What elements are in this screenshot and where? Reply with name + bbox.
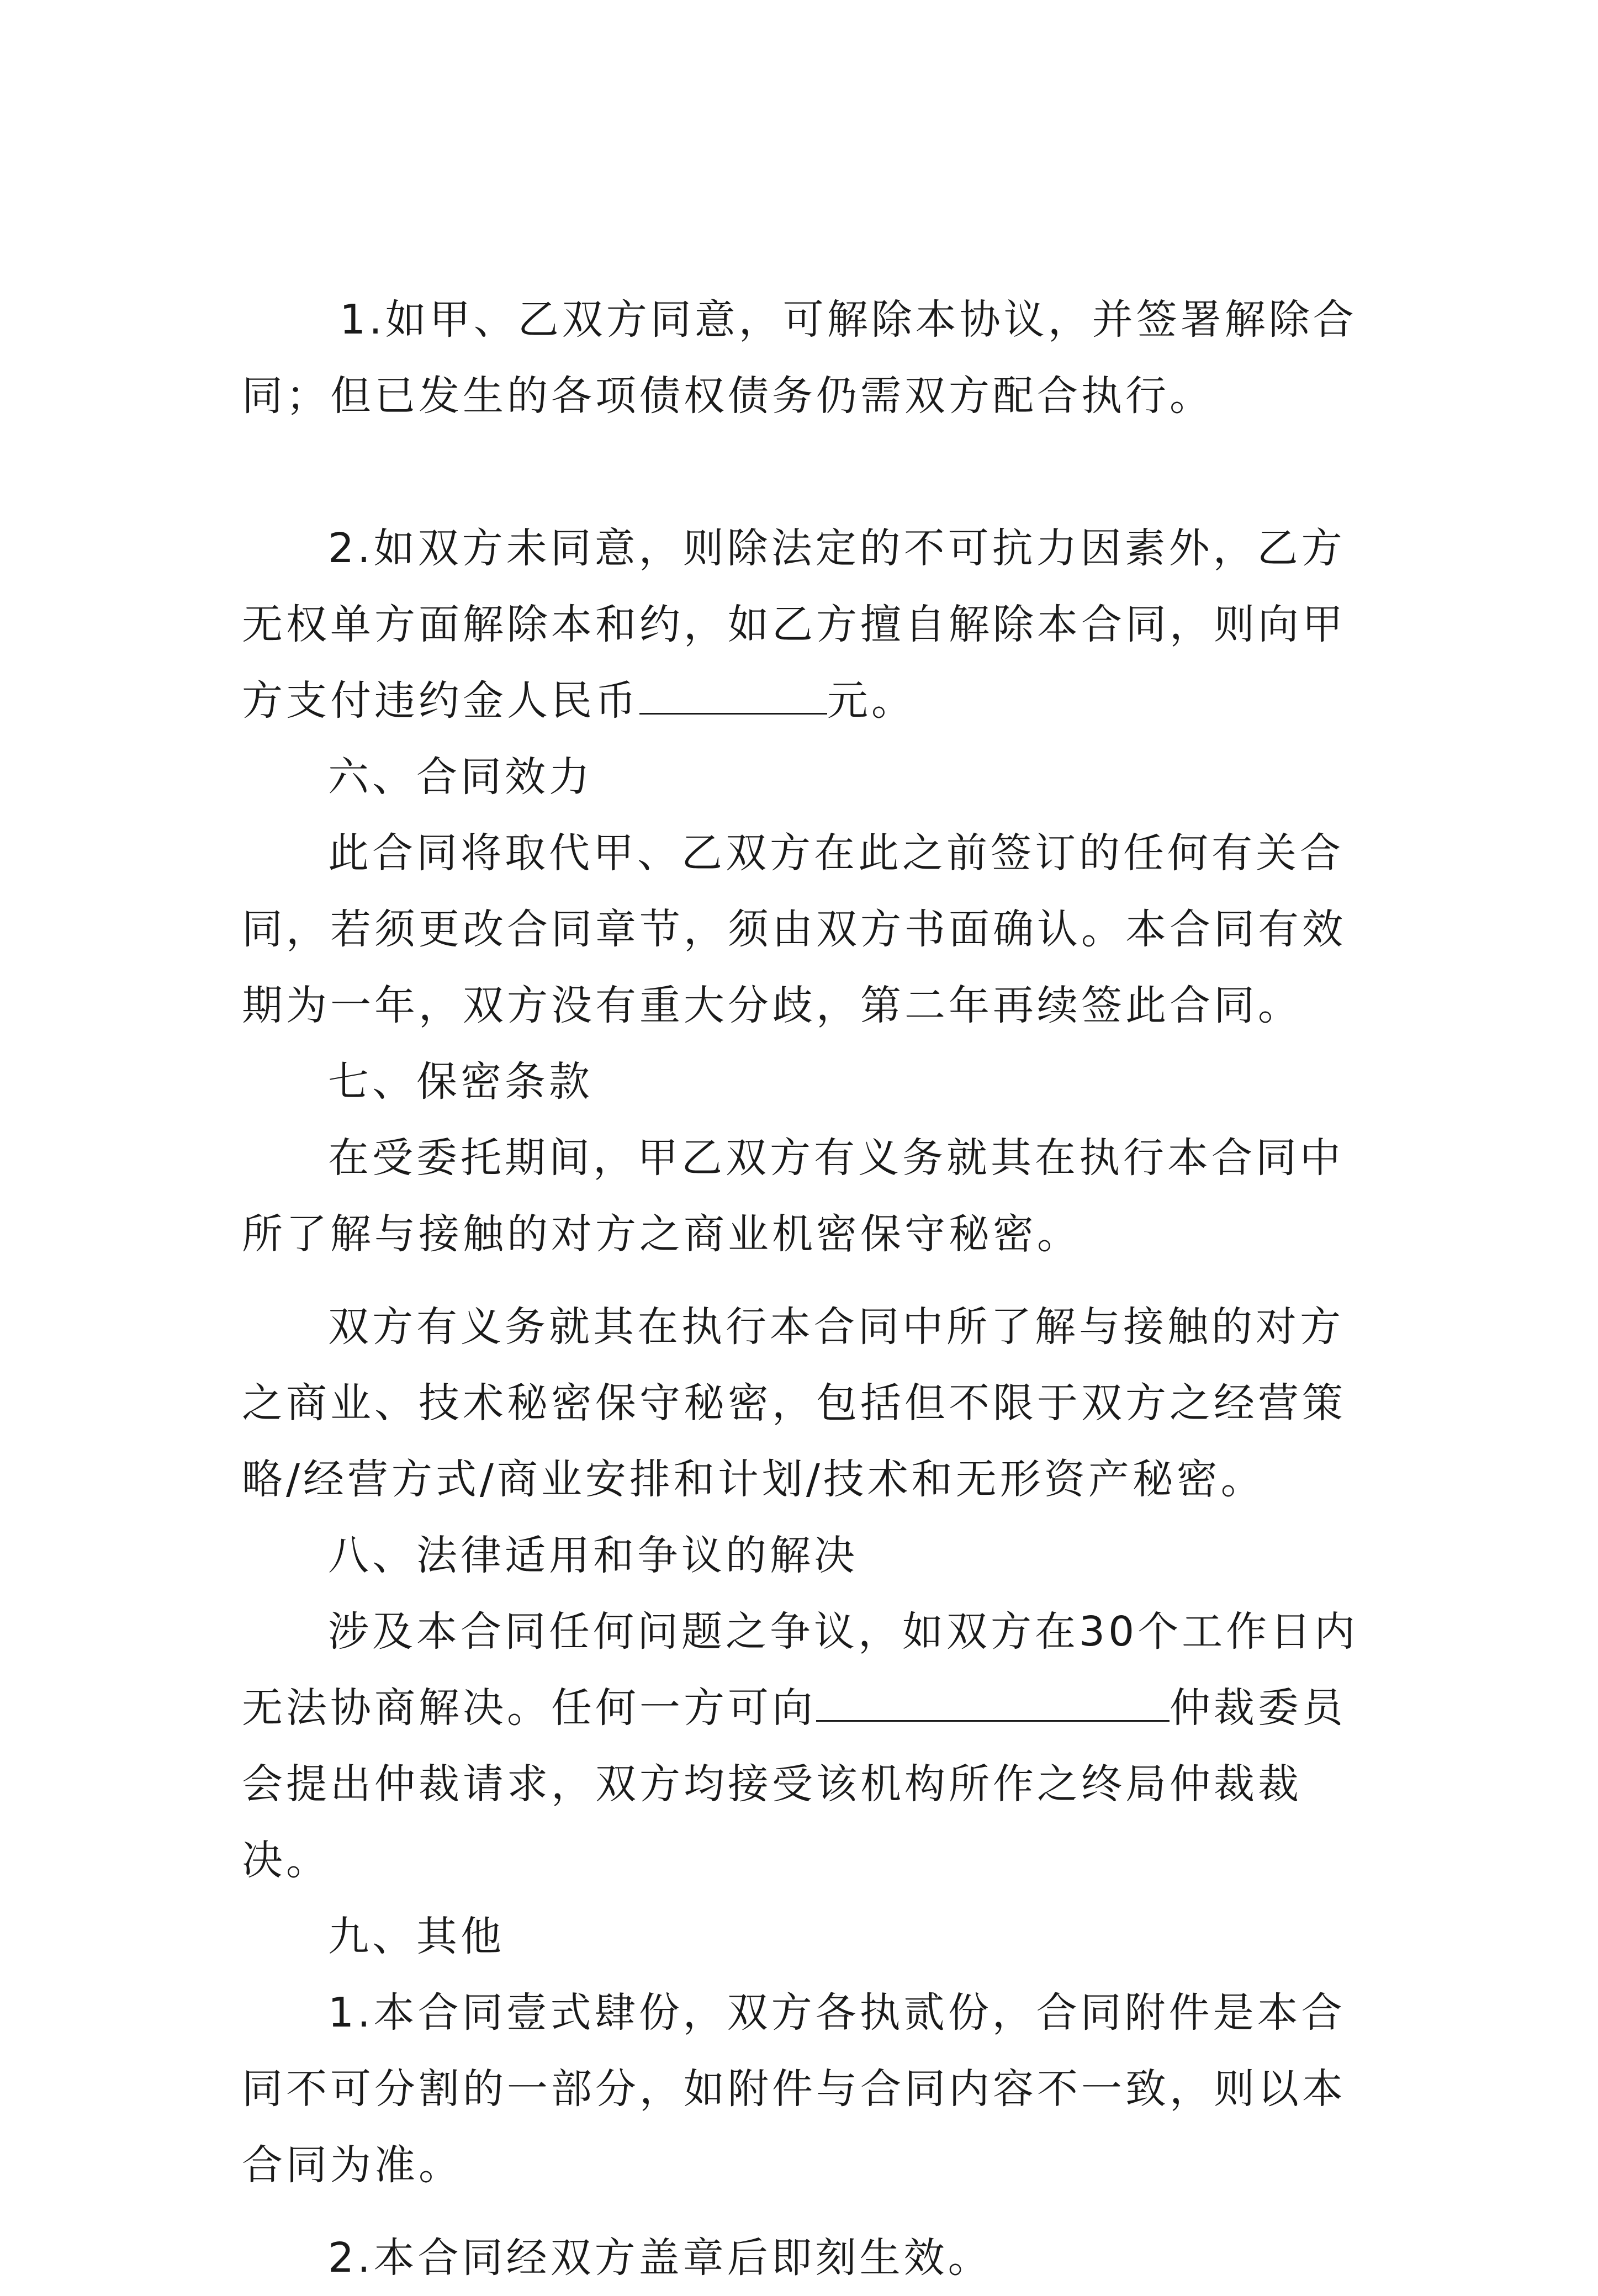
document-body xyxy=(242,205,1365,2296)
clause-termination-2 xyxy=(242,510,1365,739)
arbitration-commission-blank xyxy=(816,1686,1170,1722)
section-8-title: 八、法律适用和争议的解决 xyxy=(328,1532,858,1579)
clause-termination-2-text: 2.如双方未同意，则除法定的不可抗力因素外，乙方无权单方面解除本和约，如乙方擅自解除本合同，则向甲方支付违约金人民币 xyxy=(242,525,1346,724)
section-7-body-1: 在受委托期间，甲乙双方有义务就其在执行本合同中所了解与接触的对方之商业机密保守秘密。 xyxy=(242,1134,1344,1258)
section-9-item-1: 1.本合同壹式肆份，双方各执贰份，合同附件是本合同不可分割的一部分，如附件与合同内容不一致，则以本合同为准。 xyxy=(242,1989,1346,2189)
section-9-item-2: 2.本合同经双方盖章后即刻生效。 xyxy=(328,2234,992,2282)
section-7-title: 七、保密条款 xyxy=(328,1058,593,1105)
section-6-body: 此合同将取代甲、乙双方在此之前签订的任何有关合同，若须更改合同章节，须由双方书面确认。本合同有效期为一年，双方没有重大分歧，第二年再续签此合同。 xyxy=(242,829,1346,1029)
clause-termination-1-text: 1.如甲、乙双方同意，可解除本协议，并签署解除合同；但已发生的各项债权债务仍需双方配合执行。 xyxy=(242,296,1357,420)
section-6-title: 六、合同效力 xyxy=(328,753,593,801)
section-8-body-suffix: 仲裁委员会提出仲裁请求，双方均接受该机构所作之终局仲裁裁决。 xyxy=(242,1684,1346,1884)
section-8-body-text: 涉及本合同任何问题之争议，如双方在30个工作日内无法协商解决。任何一方可向 xyxy=(242,1608,1359,1732)
section-9-title: 九、其他 xyxy=(328,1913,505,1960)
clause-termination-1 xyxy=(242,205,1365,510)
section-7-body-2: 双方有义务就其在执行本合同中所了解与接触的对方之商业、技术秘密保守秘密，包括但不限于双方之经营策略/经营方式/商业安排和计划/技术和无形资产秘密。 xyxy=(242,1303,1346,1503)
clause-termination-2-suffix: 元。 xyxy=(827,677,916,724)
penalty-amount-blank xyxy=(639,679,827,715)
section-8-body xyxy=(242,1594,1365,1898)
